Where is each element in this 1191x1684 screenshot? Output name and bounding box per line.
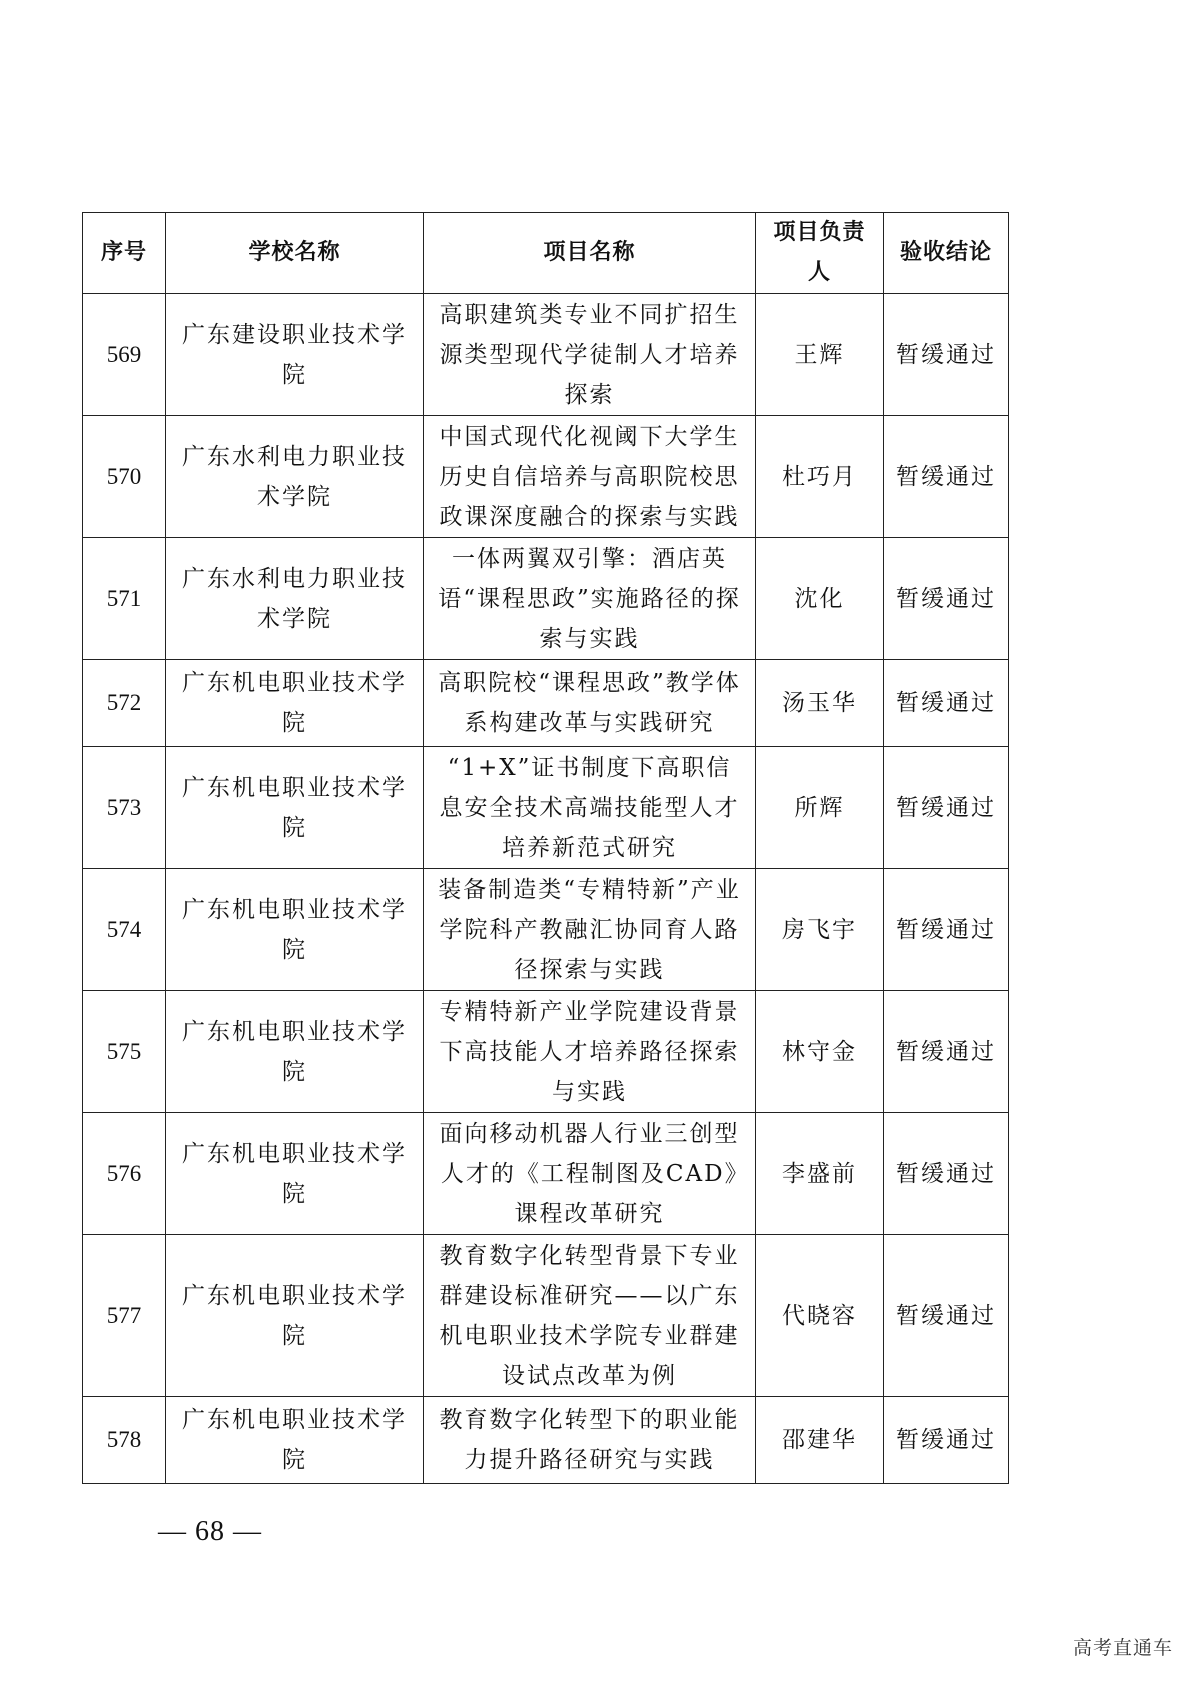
project-leader: 李盛前	[756, 1113, 884, 1235]
school-name: 广东机电职业技术学院	[166, 660, 424, 747]
project-leader: 房飞宇	[756, 869, 884, 991]
serial-number: 578	[83, 1397, 166, 1484]
table-row	[83, 294, 1009, 416]
table-row	[83, 1397, 1009, 1484]
project-name: 教育数字化转型下的职业能力提升路径研究与实践	[424, 1397, 756, 1484]
school-name: 广东机电职业技术学院	[166, 869, 424, 991]
project-name: 面向移动机器人行业三创型人才的《工程制图及CAD》课程改革研究	[424, 1113, 756, 1235]
table-row	[83, 869, 1009, 991]
school-name: 广东机电职业技术学院	[166, 747, 424, 869]
project-leader: 代晓容	[756, 1235, 884, 1397]
acceptance-result: 暂缓通过	[884, 416, 1009, 538]
header-project-leader: 项目负责人	[756, 213, 884, 294]
table-row	[83, 1235, 1009, 1397]
table-row	[83, 747, 1009, 869]
acceptance-result: 暂缓通过	[884, 1397, 1009, 1484]
acceptance-result: 暂缓通过	[884, 991, 1009, 1113]
school-name: 广东建设职业技术学院	[166, 294, 424, 416]
acceptance-result: 暂缓通过	[884, 660, 1009, 747]
project-leader: 沈化	[756, 538, 884, 660]
acceptance-result: 暂缓通过	[884, 1235, 1009, 1397]
project-name: 专精特新产业学院建设背景下高技能人才培养路径探索与实践	[424, 991, 756, 1113]
header-school-name: 学校名称	[166, 213, 424, 294]
project-name: “1+X”证书制度下高职信息安全技术高端技能型人才培养新范式研究	[424, 747, 756, 869]
watermark-text: 高考直通车	[1072, 1637, 1173, 1659]
header-serial-number: 序号	[83, 213, 166, 294]
acceptance-result: 暂缓通过	[884, 538, 1009, 660]
project-name: 中国式现代化视阈下大学生历史自信培养与高职院校思政课深度融合的探索与实践	[424, 416, 756, 538]
project-leader: 杜巧月	[756, 416, 884, 538]
serial-number: 575	[83, 991, 166, 1113]
school-name: 广东机电职业技术学院	[166, 1113, 424, 1235]
school-name: 广东机电职业技术学院	[166, 1235, 424, 1397]
school-name: 广东水利电力职业技术学院	[166, 538, 424, 660]
serial-number: 574	[83, 869, 166, 991]
project-leader: 林守金	[756, 991, 884, 1113]
table-row	[83, 991, 1009, 1113]
table-row	[83, 416, 1009, 538]
table-header-row	[83, 213, 1009, 294]
acceptance-result: 暂缓通过	[884, 1113, 1009, 1235]
header-acceptance-result: 验收结论	[884, 213, 1009, 294]
serial-number: 576	[83, 1113, 166, 1235]
serial-number: 573	[83, 747, 166, 869]
project-name: 一体两翼双引擎：酒店英语“课程思政”实施路径的探索与实践	[424, 538, 756, 660]
page-number: — 68 —	[158, 1516, 262, 1547]
school-name: 广东水利电力职业技术学院	[166, 416, 424, 538]
table-row	[83, 660, 1009, 747]
acceptance-result: 暂缓通过	[884, 869, 1009, 991]
project-leader: 王辉	[756, 294, 884, 416]
acceptance-result: 暂缓通过	[884, 294, 1009, 416]
project-leader: 汤玉华	[756, 660, 884, 747]
table-row	[83, 1113, 1009, 1235]
serial-number: 569	[83, 294, 166, 416]
school-name: 广东机电职业技术学院	[166, 991, 424, 1113]
serial-number: 572	[83, 660, 166, 747]
header-project-name: 项目名称	[424, 213, 756, 294]
acceptance-results-table	[82, 212, 1009, 1484]
project-leader: 所辉	[756, 747, 884, 869]
acceptance-result: 暂缓通过	[884, 747, 1009, 869]
project-name: 装备制造类“专精特新”产业学院科产教融汇协同育人路径探索与实践	[424, 869, 756, 991]
project-name: 教育数字化转型背景下专业群建设标准研究——以广东机电职业技术学院专业群建设试点改革为例	[424, 1235, 756, 1397]
serial-number: 577	[83, 1235, 166, 1397]
table-row	[83, 538, 1009, 660]
serial-number: 571	[83, 538, 166, 660]
project-name: 高职建筑类专业不同扩招生源类型现代学徒制人才培养探索	[424, 294, 756, 416]
serial-number: 570	[83, 416, 166, 538]
school-name: 广东机电职业技术学院	[166, 1397, 424, 1484]
project-leader: 邵建华	[756, 1397, 884, 1484]
project-name: 高职院校“课程思政”教学体系构建改革与实践研究	[424, 660, 756, 747]
